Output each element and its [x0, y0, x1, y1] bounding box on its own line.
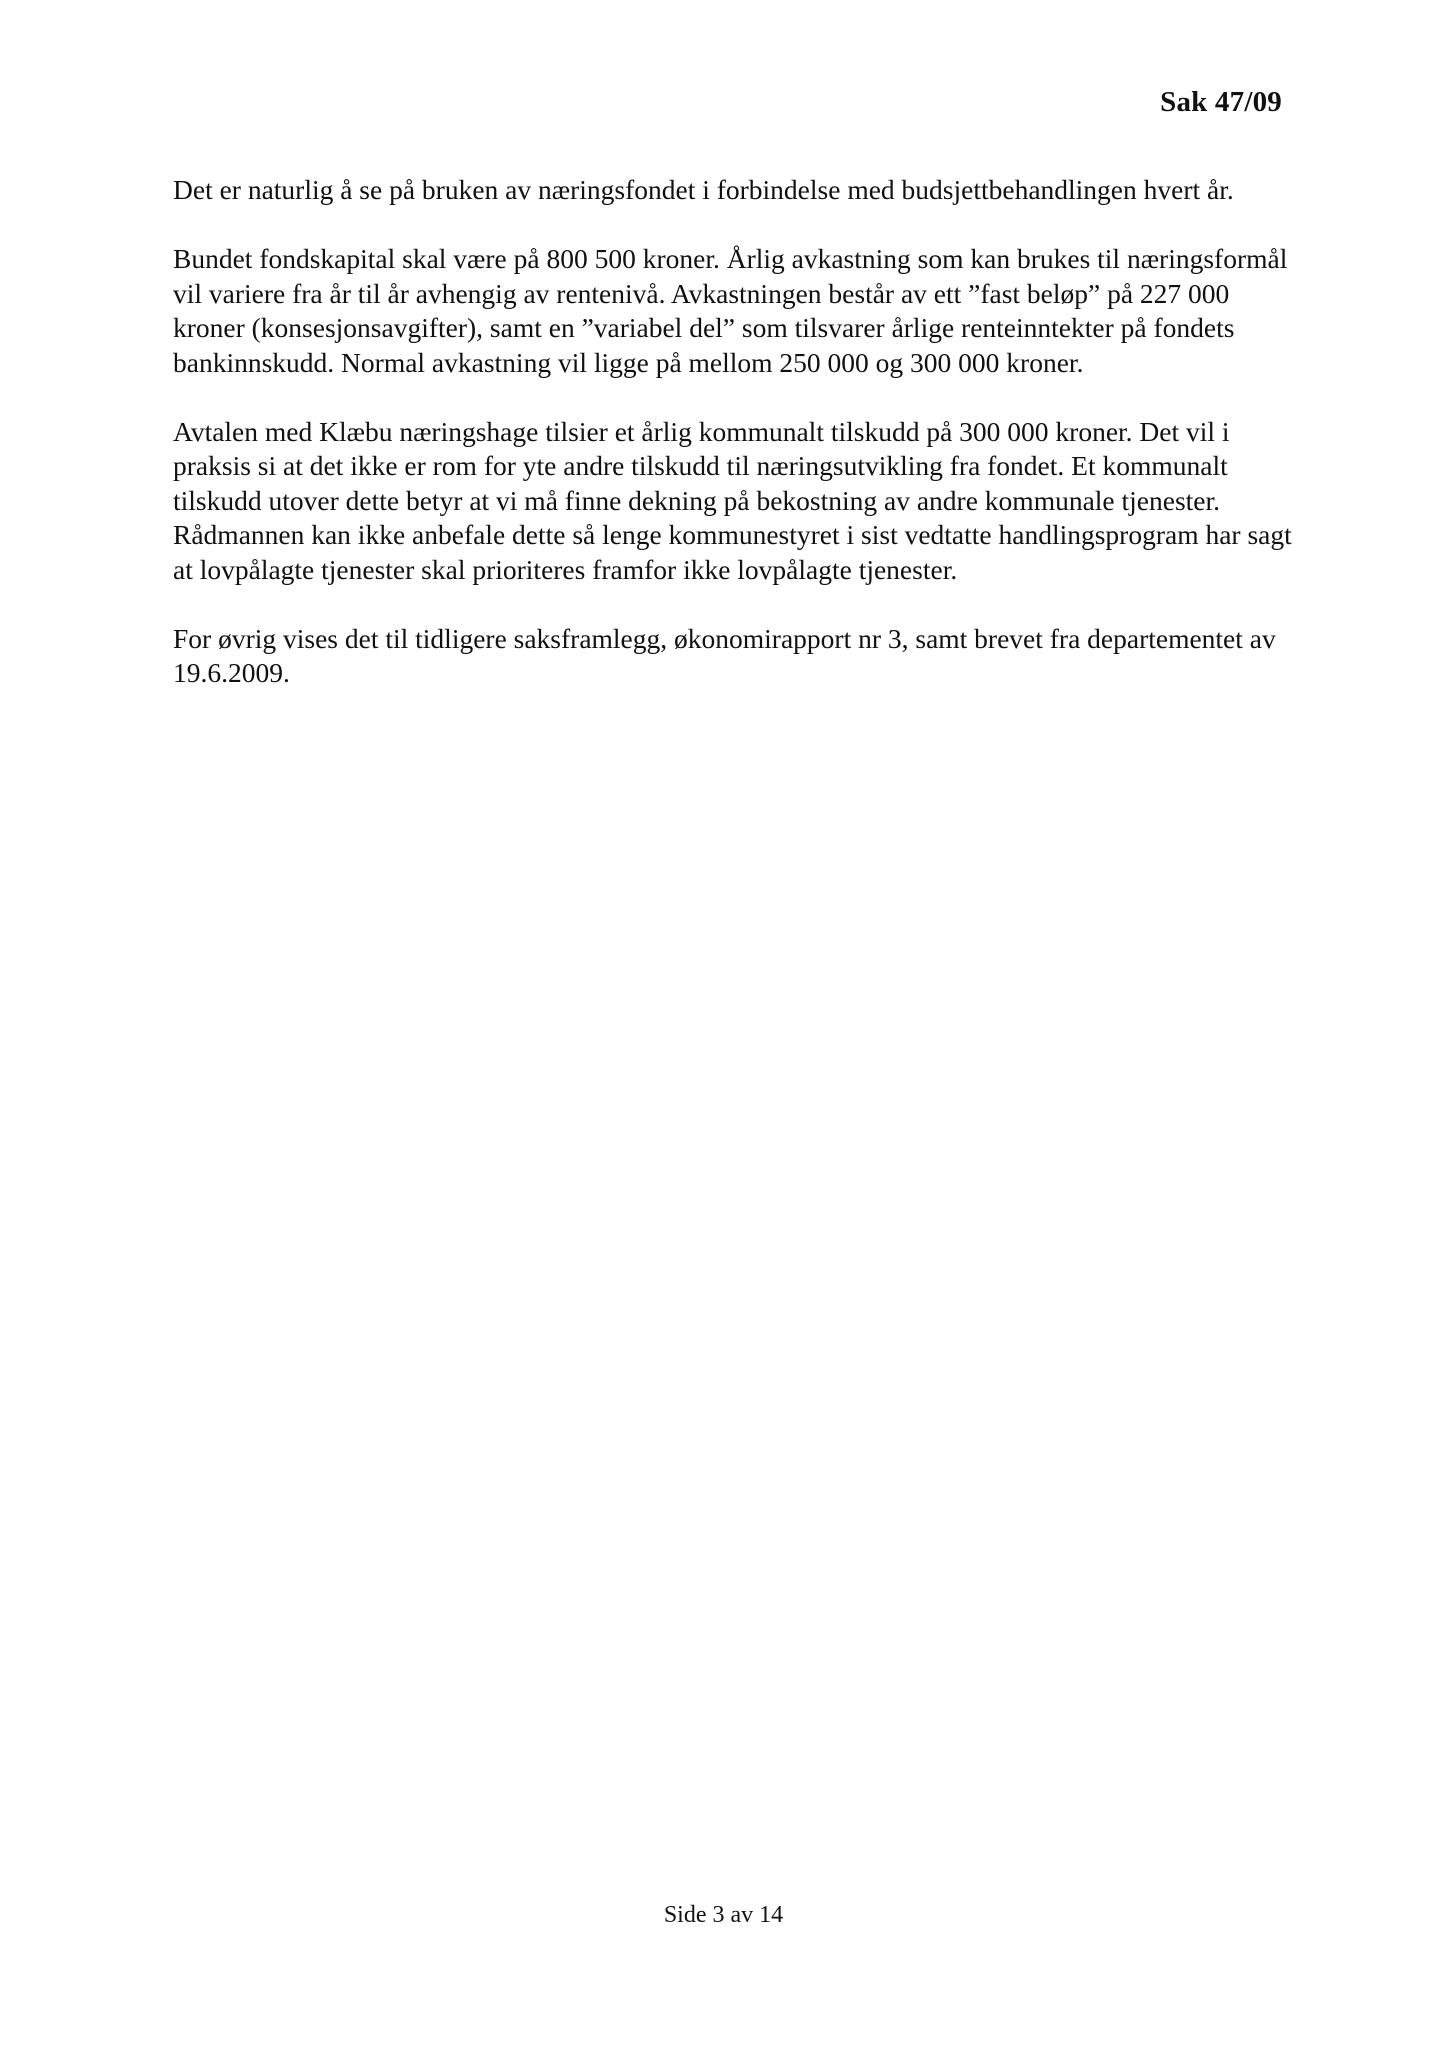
paragraph-fund-capital: Bundet fondskapital skal være på 800 500 kroner. Årlig avkastning som kan brukes til næringsformål vil variere fra år til år avhengig av rentenivå. Avkastningen består av ett ”fast beløp” på 227 000 kroner (konsesjonsavgifter), samt en ”variabel del” som tilsvarer årlige renteinntekter på fondets bankinnskudd. Normal avkastning vil ligge på mellom 250 000 og 300 000 kroner.	[173, 243, 1288, 378]
paragraph-references: For øvrig vises det til tidligere saksframlegg, økonomirapport nr 3, samt brevet fra departementet av 19.6.2009.	[173, 622, 1276, 688]
case-number: Sak 47/09	[1160, 86, 1282, 118]
paragraph-agreement: Avtalen med Klæbu næringshage tilsier et årlig kommunalt tilskudd på 300 000 kroner. Det vil i praksis si at det ikke er rom for yte andre tilskudd til næringsutvikling fra fondet. Et kommunalt tilskudd utover dette betyr at vi må finne dekning på bekostning av andre kommunale tjenester. Rådmannen kan ikke anbefale dette så lenge kommunestyret i sist vedtatte handlingsprogram har sagt at lovpålagte tjenester skal prioriteres framfor ikke lovpålagte tjenester.	[173, 415, 1292, 585]
document-body	[173, 173, 1293, 725]
page-number: Side 3 av 14	[663, 1902, 784, 1928]
paragraph-budget: Det er naturlig å se på bruken av næringsfondet i forbindelse med budsjettbehandlingen hvert år.	[173, 174, 1234, 205]
